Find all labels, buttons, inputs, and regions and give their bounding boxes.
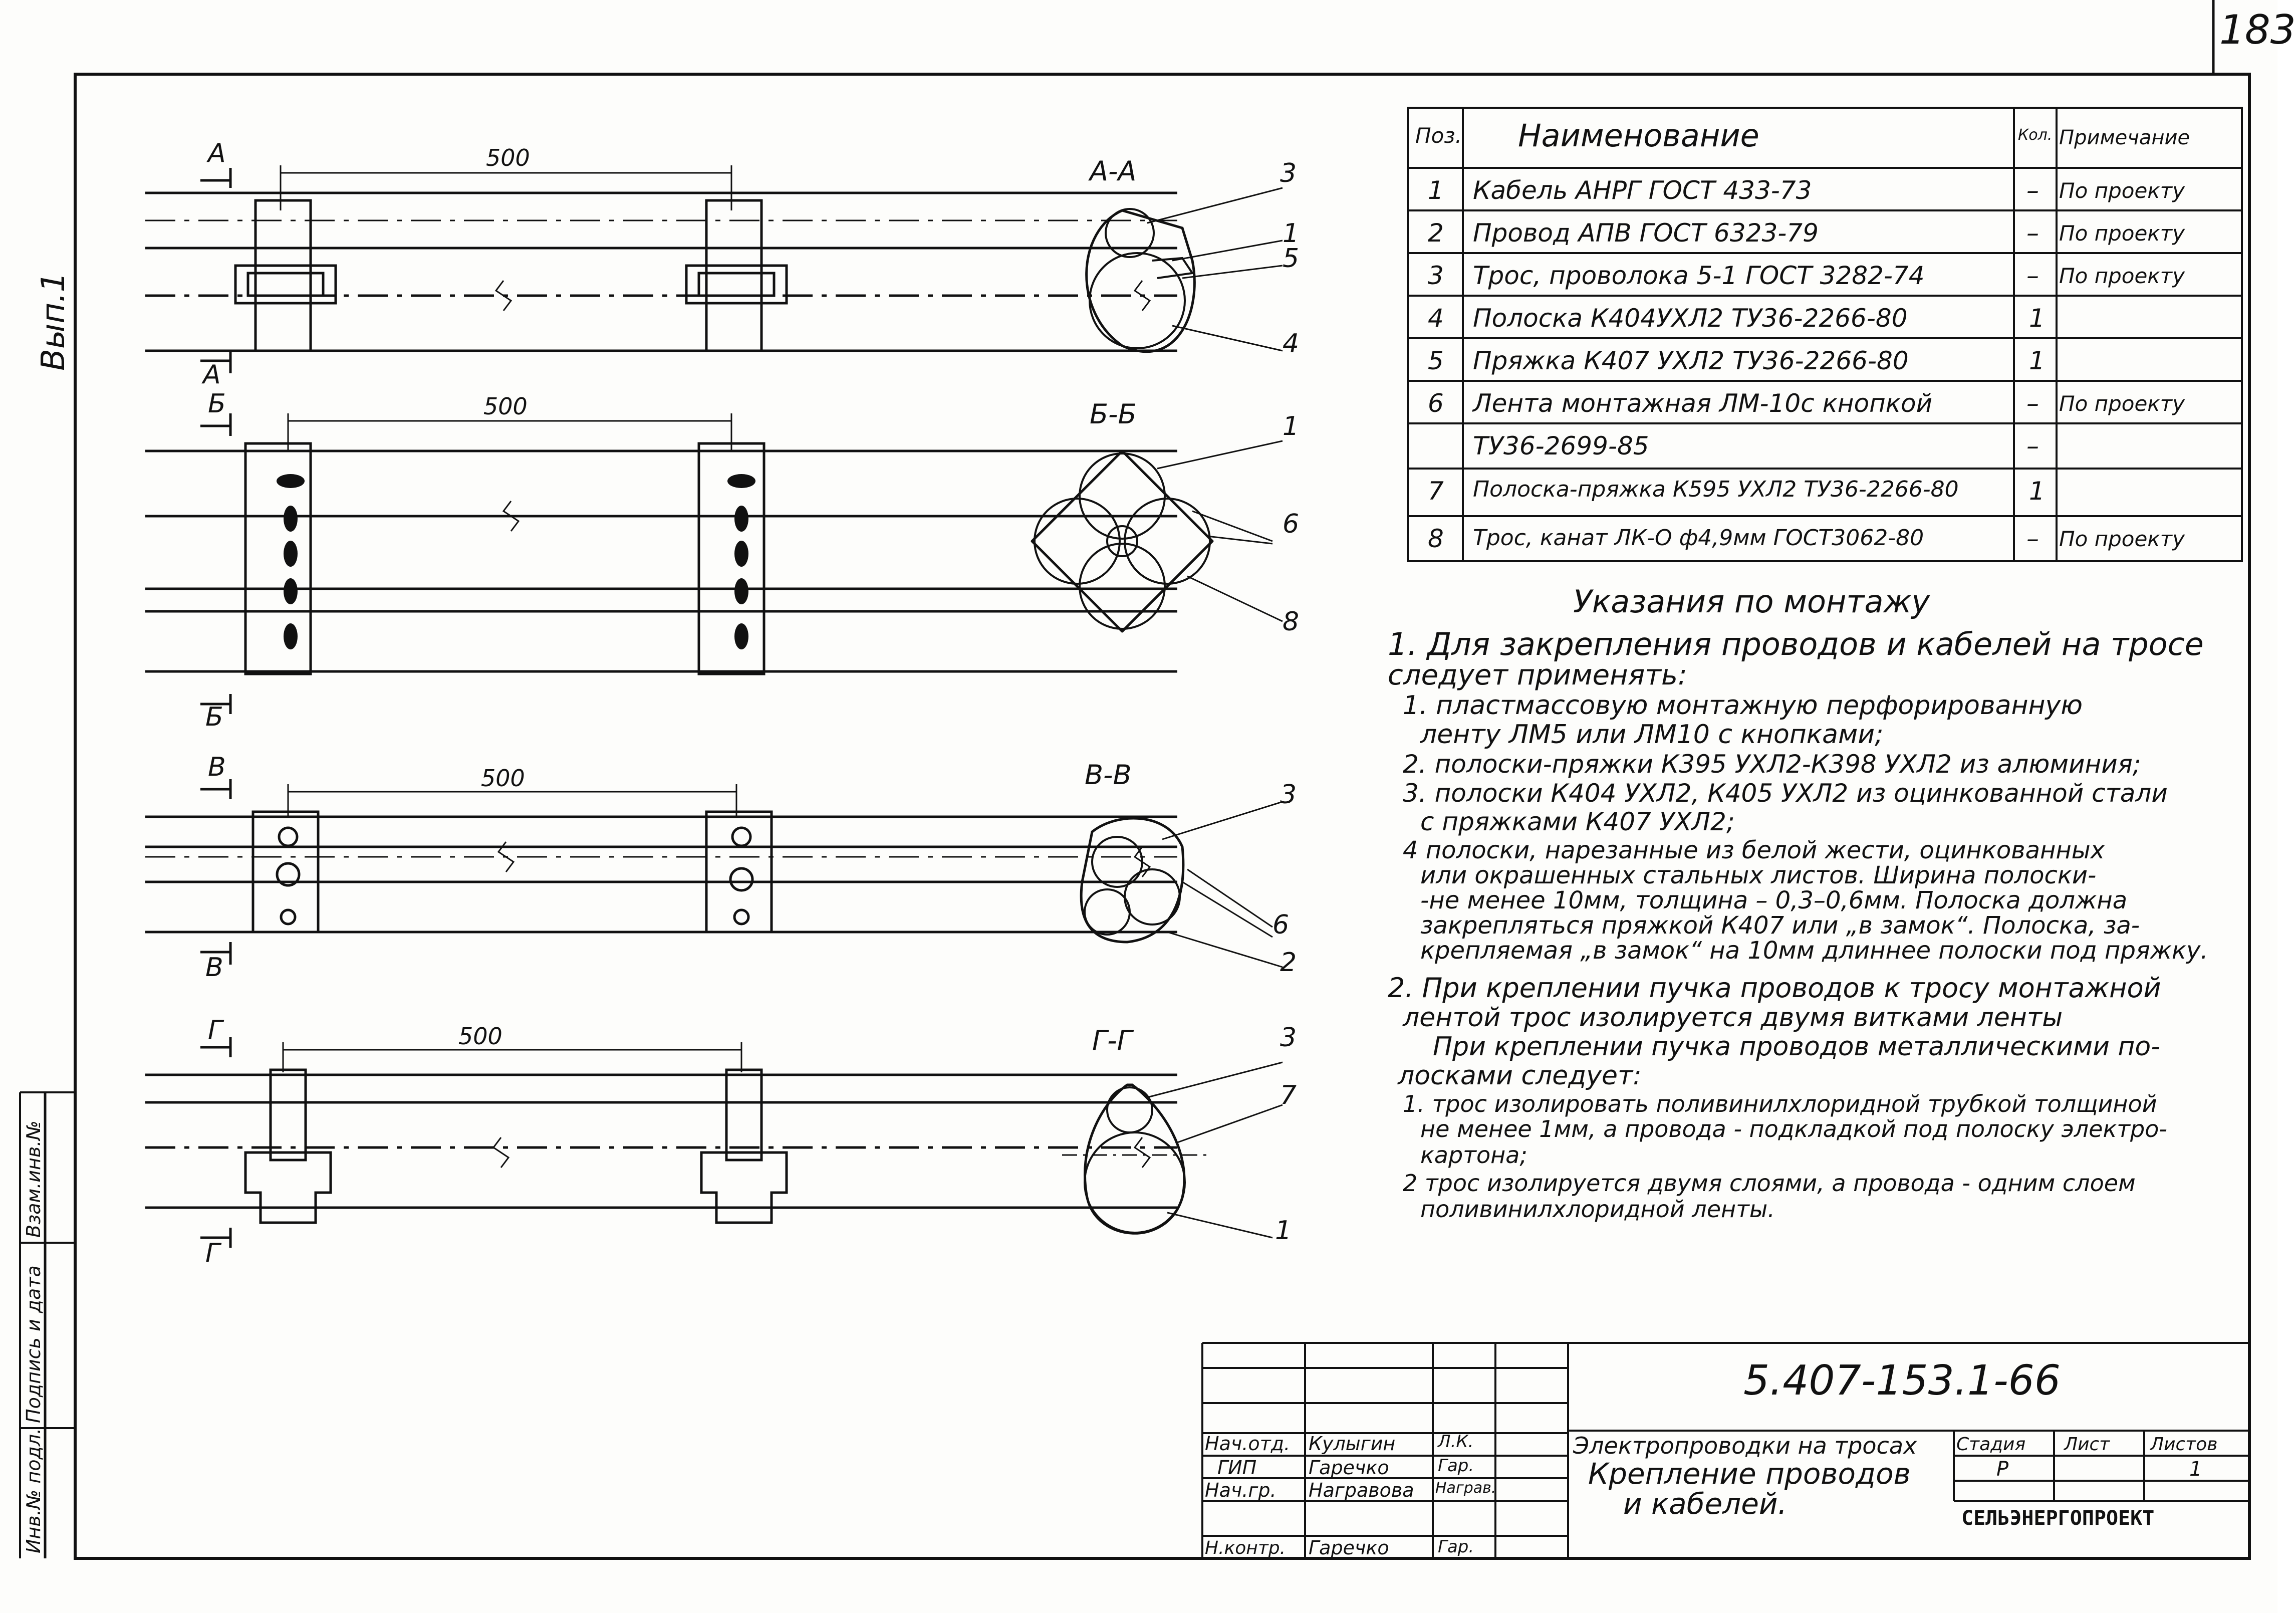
section-g-callout-3: 1 [1275,1216,1292,1246]
organization-name: СЕЛЬЭНЕРГОПРОЕКТ [1961,1507,2155,1530]
signature: Гар. [1438,1537,1474,1557]
row-pos: 6 [1428,389,1444,418]
row-qty: 1 [2029,346,2045,375]
role-label: ГИП [1217,1457,1257,1479]
view-a-mark-bottom: А [203,360,221,390]
person-name: Награвова [1309,1479,1414,1501]
row-qty: – [2026,218,2039,248]
table-header-name: Наименование [1518,117,1759,154]
section-g-title: Г-Г [1092,1025,1132,1056]
table-header-pos: Поз. [1415,123,1462,148]
note-line: поливинилхлоридной ленты. [1420,1196,1775,1223]
row-pos: 1 [1428,176,1444,205]
sheet-number: 183 [2219,7,2296,53]
section-v-v [1081,802,1283,967]
section-a-a [1087,188,1283,352]
note-line: 1. Для закрепления проводов и кабелей на тросе [1388,626,2204,662]
view-b-mark-top: Б [208,389,226,419]
view-g-dim: 500 [458,1023,502,1050]
section-b-title: Б-Б [1090,398,1137,430]
section-a-callout-4: 4 [1283,329,1300,359]
section-b-b [1032,441,1283,631]
row-name: Трос, канат ЛК-О ф4,9мм ГОСТ3062-80 [1473,525,1924,551]
row-name: Полоска-пряжка К595 УХЛ2 ТУ36-2266-80 [1473,477,1959,502]
view-b-dim: 500 [483,393,528,420]
row-name: Трос, проволока 5-1 ГОСТ 3282-74 [1473,261,1925,290]
row-qty: – [2026,176,2039,205]
signature: Награв. [1435,1479,1496,1497]
signature: Л.К. [1438,1432,1474,1452]
stamp-inst-inv: Взам.инв.№ [23,1120,45,1238]
row-note: По проекту [2059,178,2185,203]
note-line: следует применять: [1388,659,1687,692]
note-line: 4 полоски, нарезанные из белой жести, оцинкованных [1403,836,2105,864]
note-line: ленту ЛМ5 или ЛМ10 с кнопками; [1420,720,1884,750]
section-a-callout-3: 5 [1283,244,1300,274]
note-line: 1. трос изолировать поливинилхлоридной трубкой толщиной [1403,1090,2157,1117]
section-b-callout-3: 8 [1283,607,1300,637]
row-qty: – [2026,261,2039,290]
section-b-callout-2: 6 [1283,509,1300,539]
row-pos: 7 [1428,477,1444,506]
note-line: 2. При креплении пучка проводов к тросу монтажной [1388,972,2161,1004]
note-line: 1. пластмассовую монтажную перфорированную [1403,690,2083,721]
row-qty: 1 [2029,477,2045,506]
note-line: лосками следует: [1398,1061,1642,1091]
stage-value: Р [1996,1458,2009,1481]
note-line: лентой трос изолируется двумя витками ленты [1403,1003,2063,1033]
section-g-callout-1: 3 [1280,1023,1297,1053]
section-v-title: В-В [1085,759,1132,791]
note-line: с пряжками К407 УХЛ2; [1420,807,1735,836]
section-a-title: А-А [1090,155,1137,187]
stamp-inv-no: Инв.№ подл. [23,1428,45,1553]
stamp-sign-date: Подпись и дата [23,1265,45,1423]
note-line: 3. полоски К404 УХЛ2, К405 УХЛ2 из оцинкованной стали [1403,779,2168,808]
row-note: По проекту [2059,391,2185,416]
row-name: Пряжка К407 УХЛ2 ТУ36-2266-80 [1473,346,1909,375]
role-label: Нач.отд. [1205,1433,1291,1455]
role-label: Н.контр. [1205,1538,1286,1558]
row-qty: – [2026,389,2039,418]
row-note: По проекту [2059,527,2185,551]
note-line: или окрашенных стальных листов. Ширина полоски- [1420,861,2097,889]
note-line: 2. полоски-пряжки К395 УХЛ2-К398 УХЛ2 из алюминия; [1403,750,2141,779]
side-label: Вып.1 [35,272,72,371]
section-v-callout-2: 6 [1272,910,1290,940]
view-a-cable-run [145,165,1177,373]
person-name: Кулыгин [1309,1433,1396,1455]
view-v-cable-run [145,779,1177,965]
view-b-mark-bottom: Б [205,702,223,732]
view-a-mark-top: А [208,138,226,168]
row-qty: – [2026,524,2039,553]
note-line: -не менее 10мм, толщина – 0,3–0,6мм. Полоска должна [1420,886,2128,914]
sheet-header: Лист [2064,1434,2110,1455]
view-v-mark-bottom: В [205,953,223,983]
table-header-note: Примечание [2059,126,2190,149]
section-g-g [1062,1062,1283,1238]
view-v-dim: 500 [481,765,525,792]
view-b-cable-run [145,413,1177,714]
person-name: Гаречко [1309,1457,1389,1479]
note-line: картона; [1420,1141,1527,1169]
view-b-strap-holes [277,474,755,649]
view-g-mark-top: Г [208,1015,222,1045]
section-g-callout-2: 7 [1280,1080,1297,1110]
row-pos: 4 [1428,304,1444,333]
row-pos: 3 [1428,261,1444,290]
row-pos: 5 [1428,346,1444,375]
section-a-callout-1: 3 [1280,158,1297,188]
row-qty: 1 [2029,304,2045,333]
signature: Гар. [1438,1456,1474,1476]
view-g-cable-run [145,1037,1177,1248]
note-line: крепляемая „в замок“ на 10мм длиннее полоски под пряжку. [1420,937,2208,965]
stage-header: Стадия [1956,1434,2026,1455]
doc-code: 5.407-153.1-66 [1743,1357,2061,1405]
title-line-3: и кабелей. [1623,1487,1788,1521]
title-line-1: Электропроводки на тросах [1573,1432,1917,1459]
view-a-dim: 500 [486,144,530,171]
notes-title: Указания по монтажу [1573,583,1930,620]
table-header-qty: Кол. [2018,126,2053,144]
sheets-value: 1 [2189,1458,2202,1481]
note-line: закрепляться пряжкой К407 или „в замок“. Полоска, за- [1420,911,2140,940]
sheets-header: Листов [2150,1434,2218,1455]
section-b-callout-1: 1 [1283,411,1300,441]
row-name: Полоска К404УХЛ2 ТУ36-2266-80 [1473,304,1908,333]
note-line: не менее 1мм, а провода - подкладкой под полоску электро- [1420,1115,2167,1142]
row-note: По проекту [2059,264,2185,288]
row-name: Кабель АНРГ ГОСТ 433-73 [1473,176,1812,205]
view-g-mark-bottom: Г [205,1238,220,1268]
row-name: Провод АПВ ГОСТ 6323-79 [1473,218,1819,248]
title-line-2: Крепление проводов [1588,1457,1911,1491]
section-v-callout-3: 2 [1280,948,1297,978]
note-line: 2 трос изолируется двумя слоями, а провода - одним слоем [1403,1170,2136,1197]
row-name: Лента монтажная ЛМ-10с кнопкой [1473,389,1933,418]
row-name: ТУ36-2699-85 [1473,431,1649,460]
row-pos: 2 [1428,218,1444,248]
row-pos: 8 [1428,524,1444,553]
note-line: При креплении пучка проводов металлическими по- [1433,1032,2160,1062]
row-qty: – [2026,431,2039,460]
row-note: По проекту [2059,221,2185,246]
person-name: Гаречко [1309,1537,1389,1559]
section-a-callout-2: 1 [1283,218,1300,249]
section-v-callout-1: 3 [1280,780,1297,810]
role-label: Нач.гр. [1205,1479,1277,1501]
view-v-mark-top: В [208,752,226,782]
